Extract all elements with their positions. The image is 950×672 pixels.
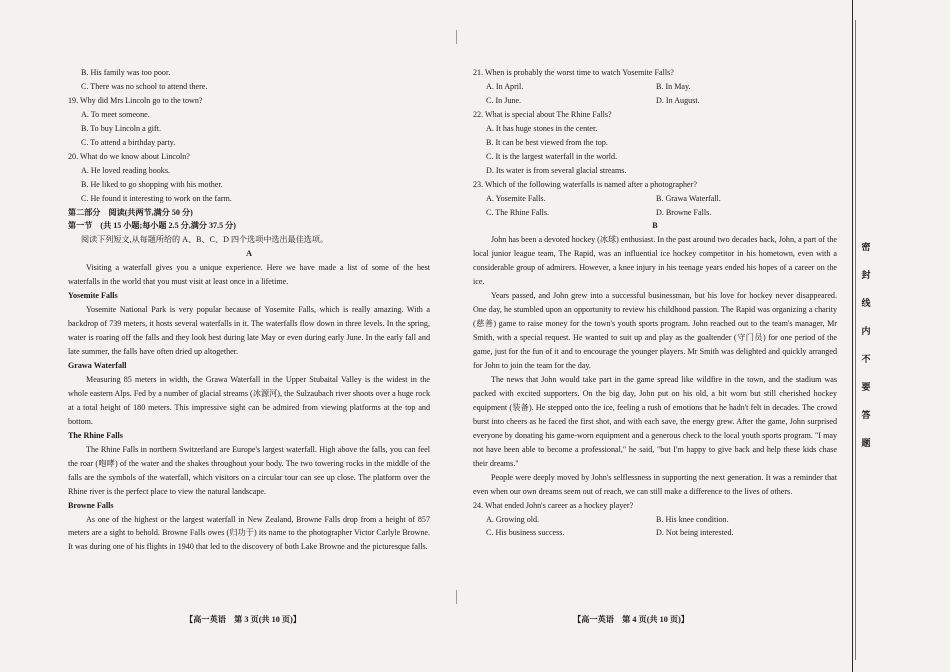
q21-option-d: D. In August.	[656, 95, 700, 105]
passage-b-p3: The news that John would take part in the game spread like wildfire in the town, and the stadium was packed with excited supporters. On the big day, John put on his old, a bit worn but still cherished hockey equipment (装备). He stepped onto the ice, feeling a rush of emotions that he hadn't felt in decades. The crowd burst into cheers as he faced the first shot, and with each save, the energy grew. After the game, John surprised everyone by donating his game-worn equipment and a generous check to the local youth sports program. "I may not have been able to become a professional," he said, "but I'm happy to give back and help these kids chase their dreams."	[473, 374, 837, 468]
section1-heading: 第一节 (共 15 小题;每小题 2.5 分,满分 37.5 分)	[68, 221, 236, 231]
yosemite-heading: Yosemite Falls	[68, 291, 118, 301]
q21-options-row2	[473, 94, 837, 108]
q22-option-c: C. It is the largest waterfall in the world.	[486, 151, 618, 161]
q19-option-a: A. To meet someone.	[81, 109, 150, 119]
q22-stem: 22. What is special about The Rhine Falls?	[473, 109, 612, 119]
q23-option-c: C. The Rhine Falls.	[486, 207, 550, 217]
q18-option-b: B. His family was too poor.	[81, 68, 171, 77]
left-page-footer: 【高一英语 第 3 页(共 10 页)】	[185, 615, 301, 624]
q23-option-a: A. Yosemite Falls.	[486, 193, 546, 203]
q21-options-row1	[473, 80, 837, 94]
right-page-footer: 【高一英语 第 4 页(共 10 页)】	[573, 615, 689, 624]
q22-option-d: D. Its water is from several glacial streams.	[486, 165, 627, 175]
q24-option-b: B. His knee condition.	[656, 514, 729, 524]
scan-mark	[456, 590, 457, 604]
q23-options-row2	[473, 206, 837, 220]
q21-option-c: C. In June.	[486, 95, 522, 105]
instructions: 阅读下列短文,从每题所给的 A、B、C、D 四个选项中选出最佳选项。	[81, 235, 329, 245]
q23-options-row1	[473, 192, 837, 206]
seal-char: 封	[861, 271, 871, 281]
left-page	[68, 66, 430, 554]
seal-char: 线	[861, 299, 871, 309]
rhine-heading: The Rhine Falls	[68, 430, 123, 440]
passage-b-p2: Years passed, and John grew into a successful businessman, but his love for hockey never disappeared. One day, he stumbled upon an opportunity to review his childhood passion. The Rapid was organizing a charity (慈善) game to raise money for the town's youth sports program. John reached out to the team's manager, Mr Smith, with a special request. He wanted to suit up and play as the goaltender (守门员) for one period of the game, just for the fun of it and to encourage the younger players. Mr Smith was delighted and quickly arranged for John to join the team for the day.	[473, 291, 837, 371]
passage-b-label: B	[652, 221, 658, 231]
browne-heading: Browne Falls	[68, 500, 114, 510]
q19-option-b: B. To buy Lincoln a gift.	[81, 123, 161, 133]
q24-options-row2	[473, 526, 837, 540]
q20-option-a: A. He loved reading books.	[81, 165, 171, 175]
q20-option-c: C. He found it interesting to work on the farm.	[81, 193, 232, 203]
binding-line	[852, 0, 853, 672]
q24-option-d: D. Not being interested.	[656, 528, 734, 538]
passage-b-p1: John has been a devoted hockey (冰球) enthusiast. In the past around two decades back, John, a part of the local junior league team, The Rapid, was an influential ice hockey competitor in his hometown, even with a considerable group of admirers. However, a knee injury in his teenage years ended his hopes of a career on the ice.	[473, 235, 837, 287]
q23-option-d: D. Browne Falls.	[656, 207, 712, 217]
q18-option-c: C. There was no school to attend there.	[81, 81, 208, 91]
q21-stem: 21. When is probably the worst time to watch Yosemite Falls?	[473, 68, 674, 77]
browne-text: As one of the highest or the largest waterfall in New Zealand, Browne Falls drop from a height of 857 meters are a sight to behold. Browne Falls owes (归功于) its name to the photographer Victor Carlyle Browne. It was during one of his flights in 1940 that led to the discovery of both Lake Browne and the picturesque falls.	[68, 514, 430, 552]
q22-option-a: A. It has huge stones in the center.	[486, 123, 598, 133]
q23-option-b: B. Grawa Waterfall.	[656, 193, 721, 203]
seal-char: 不	[861, 355, 871, 365]
q19-stem: 19. Why did Mrs Lincoln go to the town?	[68, 95, 203, 105]
seal-char: 内	[861, 327, 871, 337]
binding-line-inner	[855, 20, 856, 660]
rhine-text: The Rhine Falls in northern Switzerland are Europe's largest waterfall. High above the falls, you can feel the roar (咆哮) of the water and the shakes throughout your body. The two towering rocks in the middle of the falls are the symbols of the waterfall, which visitors on a circular tour can see up close. The platform over the Rhine river is the perfect place to view the natural landscape.	[68, 444, 430, 496]
q24-option-c: C. His business success.	[486, 528, 565, 538]
q19-option-c: C. To attend a birthday party.	[81, 137, 176, 147]
q23-stem: 23. Which of the following waterfalls is named after a photographer?	[473, 179, 697, 189]
yosemite-text: Yosemite National Park is very popular because of Yosemite Falls, which is really amazing. With a backdrop of 739 meters, it hosts several waterfalls in it. The waterfalls flow down in three levels. In the spring, water is roaring off the falls and they look best during late May or even during early June. In the early fall and late summer, the falls have often dried up altogether.	[68, 305, 430, 357]
seal-char: 要	[861, 383, 871, 393]
seal-char: 密	[861, 243, 871, 253]
q22-option-b: B. It can be best viewed from the top.	[486, 137, 608, 147]
q20-stem: 20. What do we know about Lincoln?	[68, 151, 190, 161]
passage-b-p4: People were deeply moved by John's selflessness in supporting the next generation. It was a reminder that even when our own dreams seem out of reach, we can still make a difference to the lives of others.	[473, 472, 837, 496]
q24-stem: 24. What ended John's career as a hockey player?	[473, 500, 634, 510]
q24-options-row1	[473, 513, 837, 527]
passage-a-label: A	[246, 249, 252, 259]
q24-option-a: A. Growing old.	[486, 514, 540, 524]
q21-option-a: A. In April.	[486, 81, 524, 91]
grawa-text: Measuring 85 meters in width, the Grawa Waterfall in the Upper Stubaital Valley is the widest in the whole eastern Alps. Fed by a number of glacial streams (冰源河), the Sulzaubach river shoots over a huge rock at a total height of 180 meters. This impressive sight can be admired from viewing platforms at the top and bottom.	[68, 374, 430, 426]
seal-char: 题	[861, 439, 871, 449]
seal-char: 答	[861, 411, 871, 421]
right-page	[473, 66, 837, 540]
q20-option-b: B. He liked to go shopping with his mother.	[81, 179, 223, 189]
passage-a-intro: Visiting a waterfall gives you a unique experience. Here we have made a list of some of the best waterfalls in the world that you must visit at least once in a lifetime.	[68, 263, 430, 287]
part2-heading: 第二部分 阅读(共两节,满分 50 分)	[68, 207, 193, 217]
q21-option-b: B. In May.	[656, 81, 691, 91]
scan-mark	[456, 30, 457, 44]
grawa-heading: Grawa Waterfall	[68, 361, 127, 371]
